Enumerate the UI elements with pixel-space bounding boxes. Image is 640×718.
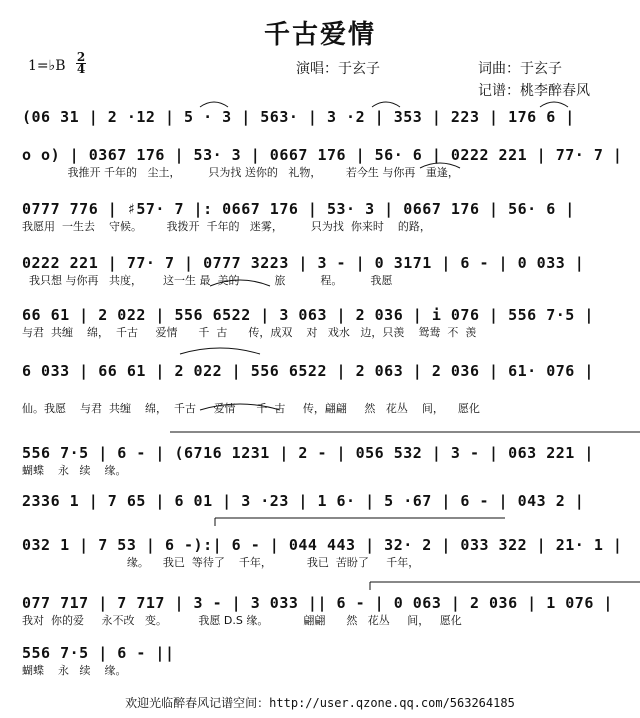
line-1-notes: (06 31 | 2 ·12 | 5 · 3 | 563· | 3 ·2 | 353 | 223 | 176 6 | (22, 108, 575, 126)
line-4-lyrics: 我只想 与你再 共度， 这一生 最 美的 旅 程。 我愿 (22, 274, 393, 287)
key-signature: 1=♭B (28, 58, 66, 74)
line-2-notes: o o) | 0367 176 | 53· 3 | 0667 176 | 56· 6 | 0222 221 | 77· 7 | (22, 146, 623, 164)
line-9-lyrics: 缘。 我已 等待了 千年， 我已 苦盼了 千年， (22, 556, 420, 569)
transcriber-credit: 记谱：桃李醉春风 (478, 83, 590, 99)
score-line-10 (22, 594, 622, 628)
line-6-lyrics: 仙。我愿 与君 共缠 绵， 千古 爱情 千 古 传，翩翩 然 花丛 间， 愿化 (22, 402, 480, 415)
score-line-9 (22, 536, 622, 570)
line-5-lyrics: 与君 共缠 绵， 千古 爱情 千 古 传，成双 对 戏水 边，只羡 鸳鸯 不 羡 (22, 326, 477, 339)
line-2-lyrics: 我推开 千年的 尘土， 只为找 送你的 礼物， 若今生 与你再 重逢， (22, 166, 459, 179)
score-line-4 (22, 254, 622, 288)
line-11-notes: 556 7·5 | 6 - || (22, 644, 175, 662)
line-3-lyrics: 我愿用 一生去 守候。 我拨开 千年的 迷雾， 只为找 你来时 的路， (22, 220, 431, 233)
time-bottom: 4 (76, 62, 86, 76)
line-9-notes: 032 1 | 7 53 | 6 -):| 6 - | 044 443 | 32· 2 | 033 322 | 21· 1 | (22, 536, 623, 554)
line-3-notes: 0777 776 | ♯57· 7 |: 0667 176 | 53· 3 | 0667 176 | 56· 6 | (22, 200, 575, 218)
line-11-lyrics: 蝴蝶 永 续 缘。 (22, 664, 127, 677)
line-6-notes: 6 033 | 66 61 | 2 022 | 556 6522 | 2 063 | 2 036 | 61· 076 | (22, 362, 594, 380)
score-line-8 (22, 492, 622, 510)
footer-credit: 欢迎光临醉春风记谱空间：http://user.qzone.qq.com/563264185 (125, 696, 515, 710)
line-7-lyrics: 蝴蝶 永 续 缘。 (22, 464, 127, 477)
score-line-11 (22, 644, 622, 678)
line-8-notes: 2336 1 | 7 65 | 6 01 | 3 ·23 | 1 6· | 5 ·67 | 6 - | 043 2 | (22, 492, 585, 510)
score-line-1 (22, 108, 622, 126)
line-4-notes: 0222 221 | 77· 7 | 0777 3223 | 3 - | 0 3171 | 6 - | 0 033 | (22, 254, 585, 272)
score-line-3 (22, 200, 622, 234)
song-title: 千古爱情 (263, 20, 376, 50)
score-line-2 (22, 146, 622, 180)
line-5-notes: 66 61 | 2 022 | 556 6522 | 3 063 | 2 036 | i 076 | 556 7·5 | (22, 306, 594, 324)
time-signature (76, 52, 86, 75)
time-top: 2 (76, 50, 86, 64)
score-line-6 (22, 362, 622, 416)
score-line-7 (22, 444, 622, 478)
line-10-lyrics: 我对 你的爱 永不改 变。 我愿 D.S 缘。 翩翩 然 花丛 间， 愿化 (22, 614, 462, 627)
lyricist-credit: 词曲：于玄子 (478, 61, 562, 77)
singer-credit: 演唱：于玄子 (296, 61, 380, 77)
score-line-5 (22, 306, 622, 340)
line-10-notes: 077 717 | 7 717 | 3 - | 3 033 || 6 - | 0 063 | 2 036 | 1 076 | (22, 594, 613, 612)
line-7-notes: 556 7·5 | 6 - | (6716 1231 | 2 - | 056 532 | 3 - | 063 221 | (22, 444, 594, 462)
